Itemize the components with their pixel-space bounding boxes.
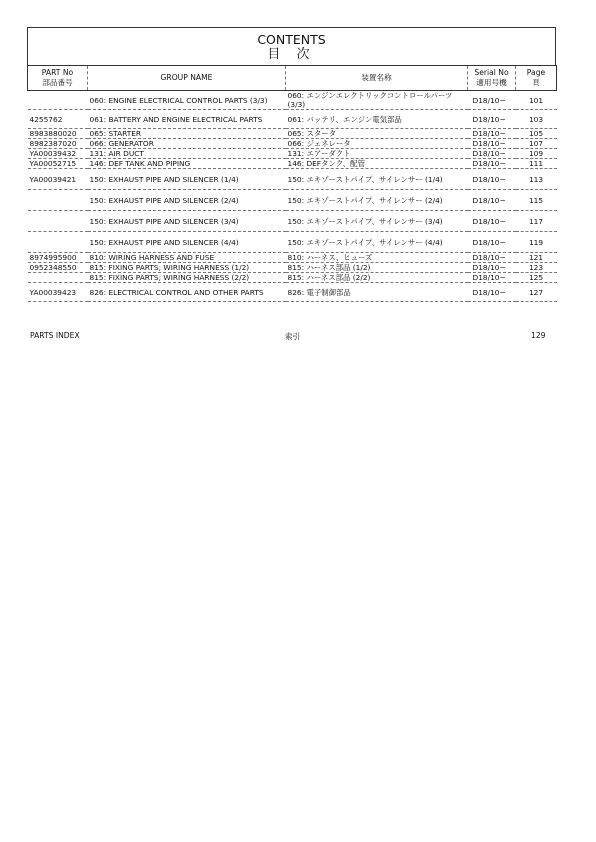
serial-no: D18/10− — [468, 149, 516, 159]
header-part-no-en: PART No — [41, 68, 74, 77]
part-number: 8983880020 — [28, 129, 88, 139]
serial-no: D18/10− — [468, 263, 516, 273]
page-number: 113 — [516, 169, 557, 190]
title-english: CONTENTS — [257, 32, 326, 47]
header-page — [516, 66, 557, 91]
group-name: 061: BATTERY AND ENGINE ELECTRICAL PARTS — [88, 110, 286, 129]
name-ja: 131: エアーダクト — [286, 149, 468, 159]
table-row — [28, 159, 557, 169]
serial-no: D18/10− — [468, 91, 516, 110]
page-number: 103 — [516, 110, 557, 129]
part-number — [28, 211, 88, 232]
page-number: 107 — [516, 139, 557, 149]
serial-no: D18/10− — [468, 139, 516, 149]
part-number: 8982387020 — [28, 139, 88, 149]
table-row — [28, 263, 557, 273]
group-name: 150: EXHAUST PIPE AND SILENCER (2/4) — [88, 190, 286, 211]
title-japanese: 目 次 — [267, 47, 316, 62]
part-number: 4255762 — [28, 110, 88, 129]
serial-no: D18/10− — [468, 232, 516, 253]
name-ja: 815: ハーネス部品 (2/2) — [286, 273, 468, 283]
table-row — [28, 253, 557, 263]
name-ja: 150: エキゾーストパイプ、サイレンサー (1/4) — [286, 169, 468, 190]
serial-no: D18/10− — [468, 110, 516, 129]
page-number: 115 — [516, 190, 557, 211]
header-serial-ja: 適用号機 — [476, 78, 507, 87]
part-number: YA00039423 — [28, 283, 88, 302]
table-row — [28, 129, 557, 139]
part-number — [28, 232, 88, 253]
page-number: 111 — [516, 159, 557, 169]
header-name-ja: 装置名称 — [286, 66, 468, 91]
name-ja: 146: DEFタンク、配管 — [286, 159, 468, 169]
table-row — [28, 149, 557, 159]
group-name: 150: EXHAUST PIPE AND SILENCER (1/4) — [88, 169, 286, 190]
group-name: 060: ENGINE ELECTRICAL CONTROL PARTS (3/3) — [88, 91, 286, 110]
serial-no: D18/10− — [468, 211, 516, 232]
name-ja: 066: ジェネレータ — [286, 139, 468, 149]
page-number: 123 — [516, 263, 557, 273]
serial-no: D18/10− — [468, 273, 516, 283]
parts-index-page: 129 — [531, 331, 546, 340]
part-number — [28, 91, 88, 110]
name-ja: 061: バッテリ、エンジン電気部品 — [286, 110, 468, 129]
group-name: 815: FIXING PARTS; WIRING HARNESS (2/2) — [88, 273, 286, 283]
page-number: 121 — [516, 253, 557, 263]
table-header-row — [28, 66, 557, 91]
serial-no: D18/10− — [468, 283, 516, 302]
page-number: 109 — [516, 149, 557, 159]
parts-index-label: PARTS INDEX — [30, 331, 80, 340]
group-name: 065: STARTER — [88, 129, 286, 139]
serial-no: D18/10− — [468, 169, 516, 190]
serial-no: D18/10− — [468, 190, 516, 211]
header-group-name: GROUP NAME — [88, 66, 286, 91]
name-ja: 150: エキゾーストパイプ、サイレンサー (4/4) — [286, 232, 468, 253]
group-name: 131: AIR DUCT — [88, 149, 286, 159]
group-name: 150: EXHAUST PIPE AND SILENCER (3/4) — [88, 211, 286, 232]
group-name: 150: EXHAUST PIPE AND SILENCER (4/4) — [88, 232, 286, 253]
contents-page — [27, 27, 556, 341]
part-number — [28, 190, 88, 211]
table-row — [28, 190, 557, 211]
table-row — [28, 232, 557, 253]
group-name: 146: DEF TANK AND PIPING — [88, 159, 286, 169]
header-page-en: Page — [526, 68, 546, 77]
name-ja: 815: ハーネス部品 (1/2) — [286, 263, 468, 273]
part-number — [28, 273, 88, 283]
table-row — [28, 283, 557, 302]
table-row — [28, 91, 557, 110]
page-number: 119 — [516, 232, 557, 253]
table-row — [28, 169, 557, 190]
table-row — [28, 139, 557, 149]
table-row — [28, 110, 557, 129]
title-box — [27, 27, 556, 65]
group-name: 826: ELECTRICAL CONTROL AND OTHER PARTS — [88, 283, 286, 302]
header-serial — [468, 66, 516, 91]
table-row — [28, 211, 557, 232]
name-ja: 826: 電子制御部品 — [286, 283, 468, 302]
page-number: 101 — [516, 91, 557, 110]
serial-no: D18/10− — [468, 129, 516, 139]
group-name: 066: GENERATOR — [88, 139, 286, 149]
page-number: 117 — [516, 211, 557, 232]
name-ja: 150: エキゾーストパイプ、サイレンサー (2/4) — [286, 190, 468, 211]
part-number: YA00039421 — [28, 169, 88, 190]
serial-no: D18/10− — [468, 253, 516, 263]
page-number: 125 — [516, 273, 557, 283]
parts-index-label-ja: 索引 — [285, 332, 301, 341]
header-part-no — [28, 66, 88, 91]
part-number: 0952348550 — [28, 263, 88, 273]
header-serial-en: Serial No — [474, 68, 509, 77]
serial-no: D18/10− — [468, 159, 516, 169]
group-name: 815: FIXING PARTS; WIRING HARNESS (1/2) — [88, 263, 286, 273]
page-number: 105 — [516, 129, 557, 139]
header-page-ja: 頁 — [532, 78, 540, 87]
page-number: 127 — [516, 283, 557, 302]
name-ja: 065: スタータ — [286, 129, 468, 139]
part-number: 8974995900 — [28, 253, 88, 263]
name-ja: 060: エンジンエレクトリックコントロールパーツ (3/3) — [286, 91, 468, 110]
name-ja: 810: ハーネス、ヒューズ — [286, 253, 468, 263]
name-ja: 150: エキゾーストパイプ、サイレンサー (3/4) — [286, 211, 468, 232]
part-number: YA00052715 — [28, 159, 88, 169]
header-part-no-ja: 部品番号 — [42, 78, 73, 87]
table-row — [28, 273, 557, 283]
contents-table — [27, 65, 557, 302]
part-number: YA00039432 — [28, 149, 88, 159]
group-name: 810: WIRING HARNESS AND FUSE — [88, 253, 286, 263]
